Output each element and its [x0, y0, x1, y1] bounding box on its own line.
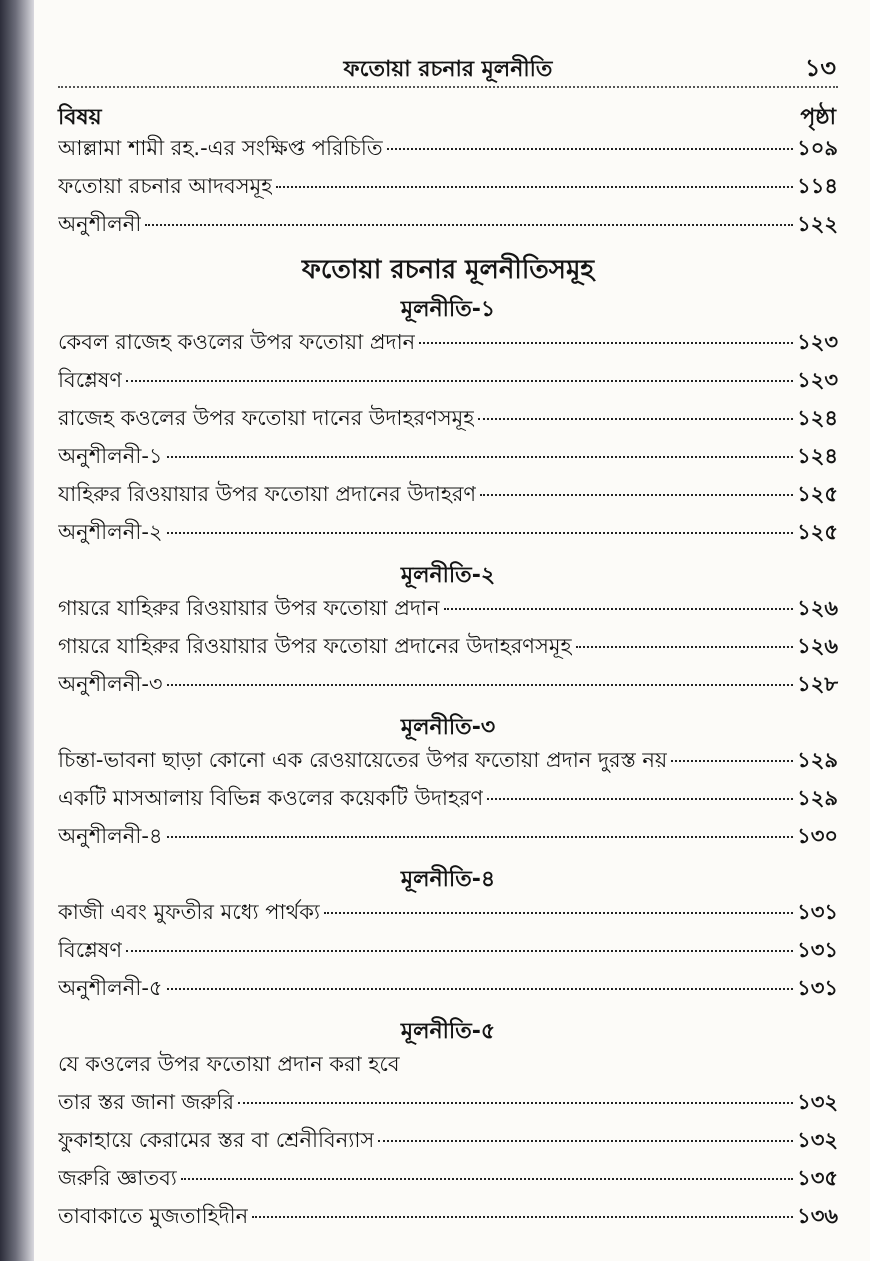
toc-entry: [58, 668, 838, 706]
toc-entry: [58, 170, 838, 208]
book-page: [58, 0, 838, 1261]
toc-entry-page: ১২৩: [797, 330, 838, 354]
toc-entry: [58, 820, 838, 858]
principle-heading: মূলনীতি-৩: [400, 715, 496, 740]
page-number: ১৩: [804, 54, 836, 82]
toc-entry: [58, 440, 838, 478]
section-title: ফতোয়া রচনার মূলনীতিসমূহ: [301, 255, 595, 285]
toc-entry-page: ১২৪: [797, 406, 838, 430]
dot-leader: [126, 950, 793, 952]
toc-entry-title: কেবল রাজেহ কওলের উপর ফতোয়া প্রদান: [58, 330, 416, 354]
toc-entry: [58, 744, 838, 782]
toc-entry-page: ১২৬: [797, 634, 838, 658]
toc-entry: [58, 326, 838, 364]
dot-leader: [419, 342, 793, 344]
page-column-header: পৃষ্ঠা: [800, 105, 836, 130]
toc-entry-page: ১২৩: [797, 368, 838, 392]
dot-leader: [181, 1178, 793, 1180]
toc-entry-page: ১১৪: [797, 174, 838, 198]
toc-entry-page: ১২৪: [797, 444, 838, 468]
toc-entry-title: আল্লামা শামী রহ.-এর সংক্ষিপ্ত পরিচিতি: [58, 136, 383, 160]
toc-entry-title: গায়রে যাহিরুর রিওয়ায়ার উপর ফতোয়া প্রদান: [58, 596, 440, 620]
toc-entry-page: ১০৯: [797, 136, 838, 160]
toc-entry: [58, 972, 838, 1010]
toc-entry-page: ১২২: [797, 212, 838, 236]
toc-entry-title: বিশ্লেষণ: [58, 938, 123, 962]
toc-entry-title: কাজী এবং মুফতীর মধ্যে পার্থক্য: [58, 900, 320, 924]
toc-entry-title: জরুরি জ্ঞাতব্য: [58, 1166, 177, 1190]
toc-entry-title: রাজেহ কওলের উপর ফতোয়া দানের উদাহরণসমূহ: [58, 406, 475, 430]
dot-leader: [480, 494, 793, 496]
toc-entry-title: গায়রে যাহিরুর রিওয়ায়ার উপর ফতোয়া প্রদানের উদাহরণসমূহ: [58, 634, 572, 658]
toc-entry-page: ১৩২: [797, 1090, 838, 1114]
toc-entry: [58, 208, 838, 246]
dot-leader: [145, 224, 793, 226]
toc-entry-page: ১৩১: [797, 938, 838, 962]
toc-entry: [58, 782, 838, 820]
toc-entry-page: ১৩৫: [797, 1166, 838, 1190]
dot-leader: [167, 836, 794, 838]
dot-leader: [276, 186, 793, 188]
dot-leader: [167, 456, 794, 458]
toc-entry-title: তার স্তর জানা জরুরি: [58, 1090, 235, 1114]
toc-entry-page: ১২৫: [797, 520, 838, 544]
toc-entry-title: অনুশীলনী-৫: [58, 976, 163, 1000]
toc-entry-title: অনুশীলনী-৩: [58, 672, 163, 696]
dot-leader: [478, 418, 793, 420]
dot-leader: [167, 684, 794, 686]
toc-entry-title: অনুশীলনী-২: [58, 520, 163, 544]
table-of-contents: [58, 132, 838, 1238]
toc-entry-page: ১২৯: [797, 748, 838, 772]
toc-entry-title: তাবাকাতে মুজতাহিদীন: [58, 1204, 249, 1228]
toc-entry-title: বিশ্লেষণ: [58, 368, 123, 392]
dot-leader: [324, 912, 793, 914]
running-head-title: ফতোয়া রচনার মূলনীতি: [343, 57, 553, 82]
toc-entry: [58, 934, 838, 972]
toc-entry-page: ১২৬: [797, 596, 838, 620]
dot-leader: [167, 532, 794, 534]
toc-entry-title: একটি মাসআলায় বিভিন্ন কওলের কয়েকটি উদাহরণ: [58, 786, 484, 810]
toc-column-headers: [58, 98, 838, 132]
principle-heading: মূলনীতি-৫: [400, 1019, 496, 1044]
toc-entry-page: ১২৫: [797, 482, 838, 506]
dot-leader: [671, 760, 793, 762]
toc-entry: [58, 630, 838, 668]
toc-entry-page: ১২৯: [797, 786, 838, 810]
dot-leader: [576, 646, 794, 648]
toc-entry-page: ১৩৬: [797, 1204, 838, 1228]
toc-entry: [58, 402, 838, 440]
toc-entry: [58, 592, 838, 630]
dot-leader: [252, 1216, 793, 1218]
toc-entry-title: চিন্তা-ভাবনা ছাড়া কোনো এক রেওয়ায়েতের উপর ফতোয়া প্রদান দুরস্ত নয়: [58, 748, 668, 772]
dot-leader: [444, 608, 794, 610]
toc-entry-page: ১৩২: [797, 1128, 838, 1152]
toc-entry: [58, 1048, 838, 1086]
toc-entry: [58, 896, 838, 934]
toc-entry-page: ১৩১: [797, 900, 838, 924]
dot-leader: [487, 798, 793, 800]
dot-leader: [387, 148, 793, 150]
principle-heading: মূলনীতি-১: [400, 297, 496, 322]
book-spine-shadow: [0, 0, 34, 1261]
principle-heading: মূলনীতি-২: [400, 563, 496, 588]
toc-entry-title: ফতোয়া রচনার আদবসমূহ: [58, 174, 273, 198]
dot-leader: [378, 1140, 793, 1142]
toc-entry-title: ফুকাহায়ে কেরামের স্তর বা শ্রেনীবিন্যাস: [58, 1128, 375, 1152]
toc-entry: [58, 516, 838, 554]
running-head: [58, 46, 838, 88]
toc-entry: [58, 1162, 838, 1200]
topic-column-header: বিষয়: [58, 105, 102, 130]
principle-heading: মূলনীতি-৪: [400, 867, 496, 892]
dot-leader: [126, 380, 793, 382]
toc-entry: [58, 1200, 838, 1238]
toc-entry: [58, 1086, 838, 1124]
toc-entry-title: অনুশীলনী-৪: [58, 824, 163, 848]
toc-entry-page: ১৩০: [797, 824, 838, 848]
toc-entry-page: ১৩১: [797, 976, 838, 1000]
toc-entry: [58, 1124, 838, 1162]
toc-entry-page: ১২৮: [797, 672, 838, 696]
toc-entry-title: অনুশীলনী-১: [58, 444, 163, 468]
toc-entry-title: অনুশীলনী: [58, 212, 142, 236]
toc-entry-title: যে কওলের উপর ফতোয়া প্রদান করা হবে: [58, 1052, 400, 1076]
toc-entry-title: যাহিরুর রিওয়ায়ার উপর ফতোয়া প্রদানের উদাহরণ: [58, 482, 477, 506]
dot-leader: [238, 1102, 793, 1104]
toc-entry: [58, 478, 838, 516]
toc-entry: [58, 364, 838, 402]
dot-leader: [167, 988, 794, 990]
toc-entry: [58, 132, 838, 170]
